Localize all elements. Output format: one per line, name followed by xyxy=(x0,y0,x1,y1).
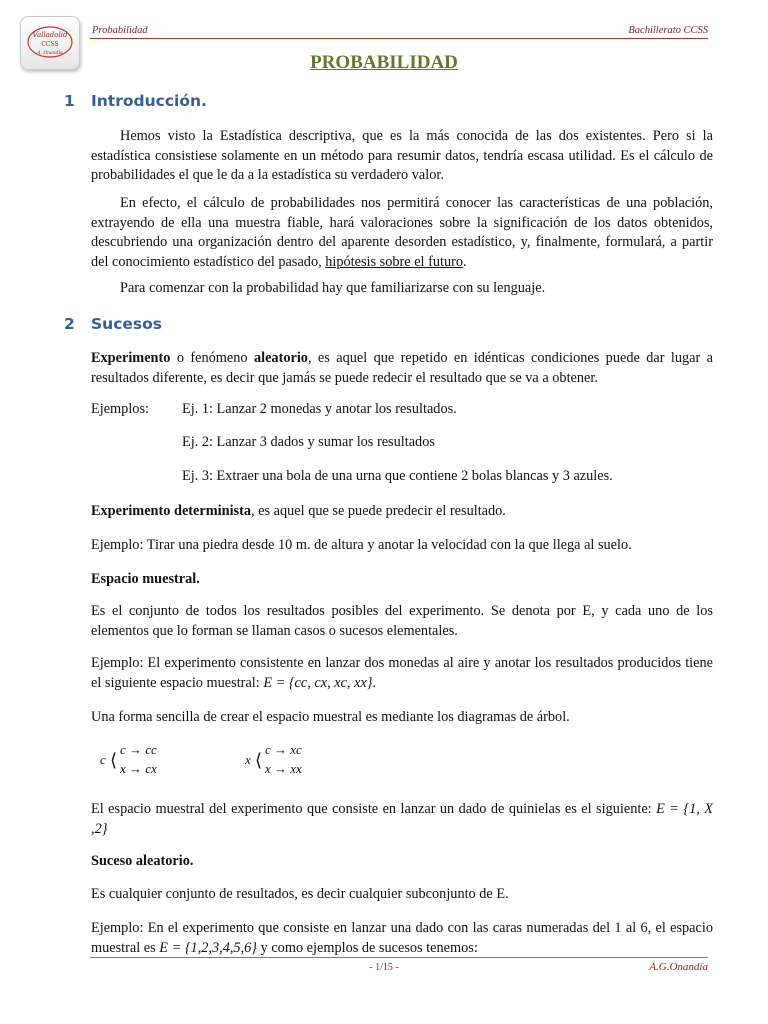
header-rule xyxy=(90,38,708,39)
intro-paragraph-1: Hemos visto la Estadística descriptiva, que es la más conocida de las dos existentes. Pero si la estadística consistiese solamente en un método para resumir datos, tendría escasa utilidad. Es el cálculo de probabilidades el que le da a la estadística su verdadero valor. xyxy=(91,128,713,184)
experimento-determinista-definition xyxy=(91,502,713,522)
section-title: Sucesos xyxy=(91,315,162,333)
experimento-aleatorio-definition xyxy=(91,349,713,388)
tree-diagram-c xyxy=(100,742,220,782)
logo-text-bottom: A. Onandía xyxy=(37,51,63,56)
intro-paragraph-2-end: . xyxy=(463,253,467,270)
example-text-end: y como ejemplos de sucesos tenemos: xyxy=(257,939,478,956)
page-number: - 1/15 - xyxy=(369,962,399,973)
section-heading-2 xyxy=(64,315,162,333)
suceso-aleatorio-definition: Es cualquier conjunto de resultados, es decir cualquier subconjunto de E. xyxy=(91,886,509,902)
example-text: Ejemplo: El experimento consistente en lanzar dos monedas al aire y anotar los resultados producidos tiene el siguiente espacio muestral: xyxy=(91,655,713,691)
section-title: Introducción. xyxy=(91,92,207,110)
logo-text-top: Valladolid xyxy=(32,31,68,39)
formula-coins: E = {cc, cx, xc, xx} xyxy=(263,674,373,691)
section-number: 2 xyxy=(64,315,75,333)
tree-root: x xyxy=(245,752,251,767)
espacio-muestral-example xyxy=(91,654,713,693)
document-title: PROBABILIDAD xyxy=(310,52,458,73)
footer-author: A.G.Onandía xyxy=(649,961,708,973)
intro-paragraph-3: Para comenzar con la probabilidad hay que familiarizarse con su lenguaje. xyxy=(120,280,546,296)
suceso-aleatorio-heading: Suceso aleatorio. xyxy=(91,853,194,869)
hipotesis-underlined: hipótesis sobre el futuro xyxy=(325,253,464,270)
term-aleatorio: aleatorio xyxy=(253,350,308,366)
term-experimento: Experimento xyxy=(91,350,171,366)
definition-text: , es aquel que repetido en idénticas condiciones puede dar lugar a resultados diferente, es decir que jamás se puede redecir el resultado que se va a obtener. xyxy=(91,350,714,386)
diagrama-arbol-text: Una forma sencilla de crear el espacio muestral es mediante los diagramas de árbol. xyxy=(91,709,570,725)
tree-branch-bracket: ⟨ xyxy=(255,750,263,770)
tree-branch-bracket: ⟨ xyxy=(110,750,118,770)
tree-branch: x → cx xyxy=(120,761,157,776)
determinista-example: Ejemplo: Tirar una piedra desde 10 m. de altura y anotar la velocidad con la que llega al suelo. xyxy=(91,537,632,553)
ejemplo-item: Ej. 2: Lanzar 3 dados y sumar los resultados xyxy=(182,434,435,450)
formula-quinielas: E = {1, X ,2} xyxy=(91,801,714,837)
ejemplos-label: Ejemplos: xyxy=(91,401,149,417)
tree-branch: x → xx xyxy=(265,761,302,776)
example-text: El espacio muestral del experimento que consiste en lanzar un dado de quinielas es el siguiente: xyxy=(91,801,657,817)
example-text-end: . xyxy=(372,674,377,691)
espacio-muestral-heading: Espacio muestral. xyxy=(91,571,200,587)
ejemplo-item: Ej. 3: Extraer una bola de una urna que contiene 2 bolas blancas y 3 azules. xyxy=(182,468,613,484)
ejemplo-item: Ej. 1: Lanzar 2 monedas y anotar los resultados. xyxy=(182,401,457,417)
intro-paragraph-2 xyxy=(91,194,713,272)
quinielas-example xyxy=(91,800,713,839)
header-right: Bachillerato CCSS xyxy=(628,25,708,36)
example-text: Ejemplo: En el experimento que consiste en lanzar una dado con las caras numeradas del 1 al 6, el espacio muestral es xyxy=(91,920,713,956)
term-determinista: Experimento determinista xyxy=(91,503,252,519)
definition-text: , es aquel que se puede predecir el resultado. xyxy=(251,503,506,519)
section-number: 1 xyxy=(64,92,75,110)
formula-dice: E = {1,2,3,4,5,6} xyxy=(159,939,258,956)
tree-diagram-x xyxy=(245,742,365,782)
tree-branch: c → xc xyxy=(265,742,302,757)
tree-branch: c → cc xyxy=(120,742,157,757)
footer-rule xyxy=(90,957,708,958)
header-left: Probabilidad xyxy=(92,25,148,36)
logo-text-mid: CCSS xyxy=(41,41,59,48)
suceso-aleatorio-example xyxy=(91,919,713,958)
section-heading-1 xyxy=(64,92,207,110)
tree-root: c xyxy=(100,752,106,767)
espacio-muestral-definition: Es el conjunto de todos los resultados posibles del experimento. Se denota por E, y cada uno de los elementos que lo forman se llaman casos o sucesos elementales. xyxy=(91,603,713,639)
intro-paragraph-2-text: En efecto, el cálculo de probabilidades nos permitirá conocer las características de una población, extrayendo de ella una muestra fiable, hará valoraciones sobre la significación de los datos obtenidos, descubriendo una organización dentro del aparente desorden estadístico, y, finalmente, formulará, a partir del conocimiento estadístico del pasado, xyxy=(91,195,713,270)
definition-text: o fenómeno xyxy=(170,350,254,366)
